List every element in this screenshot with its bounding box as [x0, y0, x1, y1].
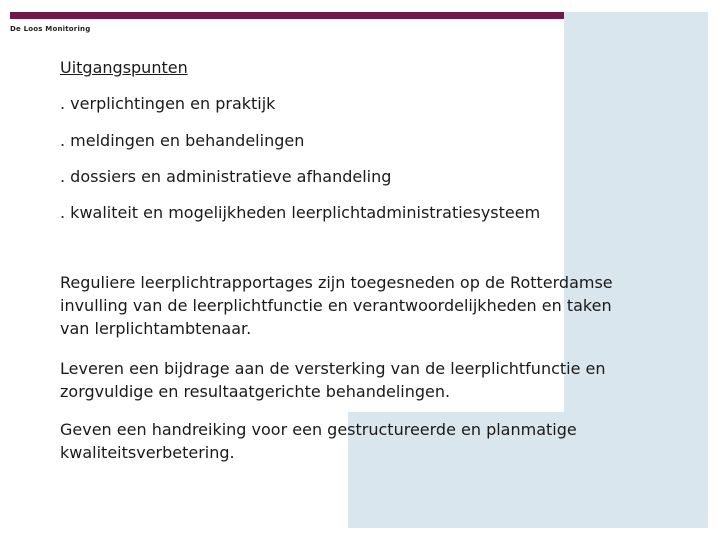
section-heading: Uitgangspunten — [60, 58, 188, 77]
point-obligations: . verplichtingen en praktijk — [60, 94, 276, 113]
paragraph-reports: Reguliere leerplichtrapportages zijn toegesneden op de Rotterdamse invulling van de leerplichtfunctie en verantwoordelijkheden en taken van lerplichtambtenaar. — [60, 273, 613, 338]
point-dossiers: . dossiers en administratieve afhandeling — [60, 167, 392, 186]
side-panel — [564, 12, 708, 412]
top-accent-bar — [10, 12, 564, 19]
paragraph-strengthening: Leveren een bijdrage aan de versterking van de leerplichtfunctie en zorgvuldige en resultaatgerichte behandelingen. — [60, 359, 606, 401]
point-quality: . kwaliteit en mogelijkheden leerplichtadministratiesysteem — [60, 203, 541, 222]
point-reports: . meldingen en behandelingen — [60, 131, 305, 150]
brand-label: De Loos Monitoring — [10, 25, 91, 33]
paragraph-guidance: Geven een handreiking voor een gestructureerde en planmatige kwaliteitsverbetering. — [60, 420, 577, 462]
